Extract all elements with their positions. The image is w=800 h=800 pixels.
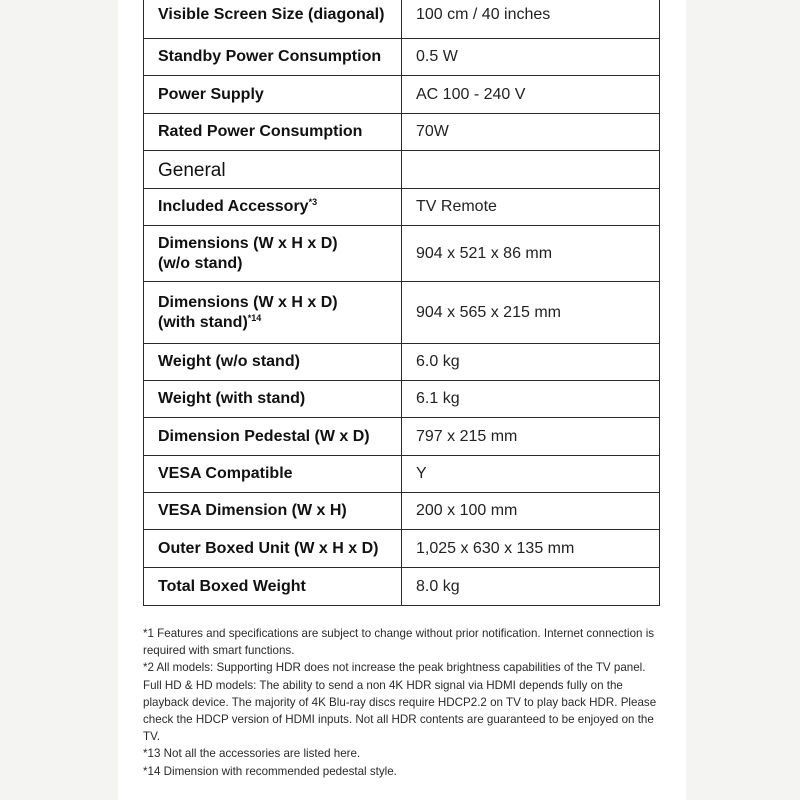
- footnote: *1 Features and specifications are subject to change without prior notification. Internet connection is required with smart functions.: [143, 627, 655, 658]
- spec-value: 904 x 565 x 215 mm: [402, 282, 660, 344]
- section-title: General: [144, 151, 402, 189]
- spec-label: Power Supply: [144, 76, 402, 114]
- table-row: [144, 381, 660, 418]
- table-row: [144, 344, 660, 381]
- spec-value: AC 100 - 240 V: [402, 76, 660, 114]
- spec-label: Rated Power Consumption: [144, 114, 402, 151]
- section-empty-cell: [402, 151, 660, 189]
- spec-label-text: Included Accessory: [158, 198, 309, 215]
- spec-table: [143, 0, 660, 606]
- footnotes: [143, 625, 663, 780]
- footnote: *2 All models: Supporting HDR does not increase the peak brightness capabilities of the TV panel. Full HD & HD models: The ability to send a non 4K HDR signal via HDMI depends fully on the playback device. The majority of 4K Blu-ray discs require HDCP2.2 on TV to play back HDR. Please check the HDCP version of HDMI inputs. Not all HDR contents are guaranteed to be enjoyed on the TV.: [143, 661, 657, 744]
- spec-label: [144, 282, 402, 344]
- table-row: [144, 282, 660, 344]
- spec-value: 6.1 kg: [402, 381, 660, 418]
- footnote-ref: *3: [308, 197, 318, 207]
- table-row: [144, 456, 660, 493]
- spec-label: VESA Dimension (W x H): [144, 493, 402, 530]
- section-header-row: [144, 151, 660, 189]
- table-row: [144, 530, 660, 568]
- spec-value: TV Remote: [402, 189, 660, 226]
- footnote-ref: *14: [247, 312, 262, 323]
- spec-label: Outer Boxed Unit (W x H x D): [144, 530, 402, 568]
- spec-label-line2: (with stand): [158, 313, 248, 331]
- spec-value: Y: [402, 456, 660, 493]
- spec-label: Standby Power Consumption: [144, 39, 402, 76]
- spec-value: 0.5 W: [402, 39, 660, 76]
- spec-label: Visible Screen Size (diagonal): [144, 0, 402, 39]
- table-row: [144, 39, 660, 76]
- spec-value: 1,025 x 630 x 135 mm: [402, 530, 660, 568]
- spec-value: 6.0 kg: [402, 344, 660, 381]
- spec-label: Total Boxed Weight: [144, 568, 402, 606]
- table-row: [144, 114, 660, 151]
- spec-label: Weight (w/o stand): [144, 344, 402, 381]
- spec-label: Weight (with stand): [144, 381, 402, 418]
- footnote: *14 Dimension with recommended pedestal style.: [143, 764, 397, 778]
- spec-label-line1: Dimensions (W x H x D): [158, 234, 338, 252]
- spec-value: 70W: [402, 114, 660, 151]
- spec-label: Dimension Pedestal (W x D): [144, 418, 402, 456]
- table-row: [144, 0, 660, 39]
- spec-value: 100 cm / 40 inches: [402, 0, 660, 39]
- spec-label-line1: Dimensions (W x H x D): [158, 293, 338, 311]
- spec-label: VESA Compatible: [144, 456, 402, 493]
- table-row: [144, 418, 660, 456]
- table-row: [144, 189, 660, 226]
- spec-label: [144, 226, 402, 282]
- spec-value: 8.0 kg: [402, 568, 660, 606]
- table-row: [144, 76, 660, 114]
- spec-value: 904 x 521 x 86 mm: [402, 226, 660, 282]
- spec-label: [144, 189, 402, 226]
- table-row: [144, 568, 660, 606]
- footnote: *13 Not all the accessories are listed here.: [143, 747, 361, 761]
- spec-label-line2: (w/o stand): [158, 254, 243, 272]
- table-row: [144, 226, 660, 282]
- spec-value: 200 x 100 mm: [402, 493, 660, 530]
- table-row: [144, 493, 660, 530]
- spec-value: 797 x 215 mm: [402, 418, 660, 456]
